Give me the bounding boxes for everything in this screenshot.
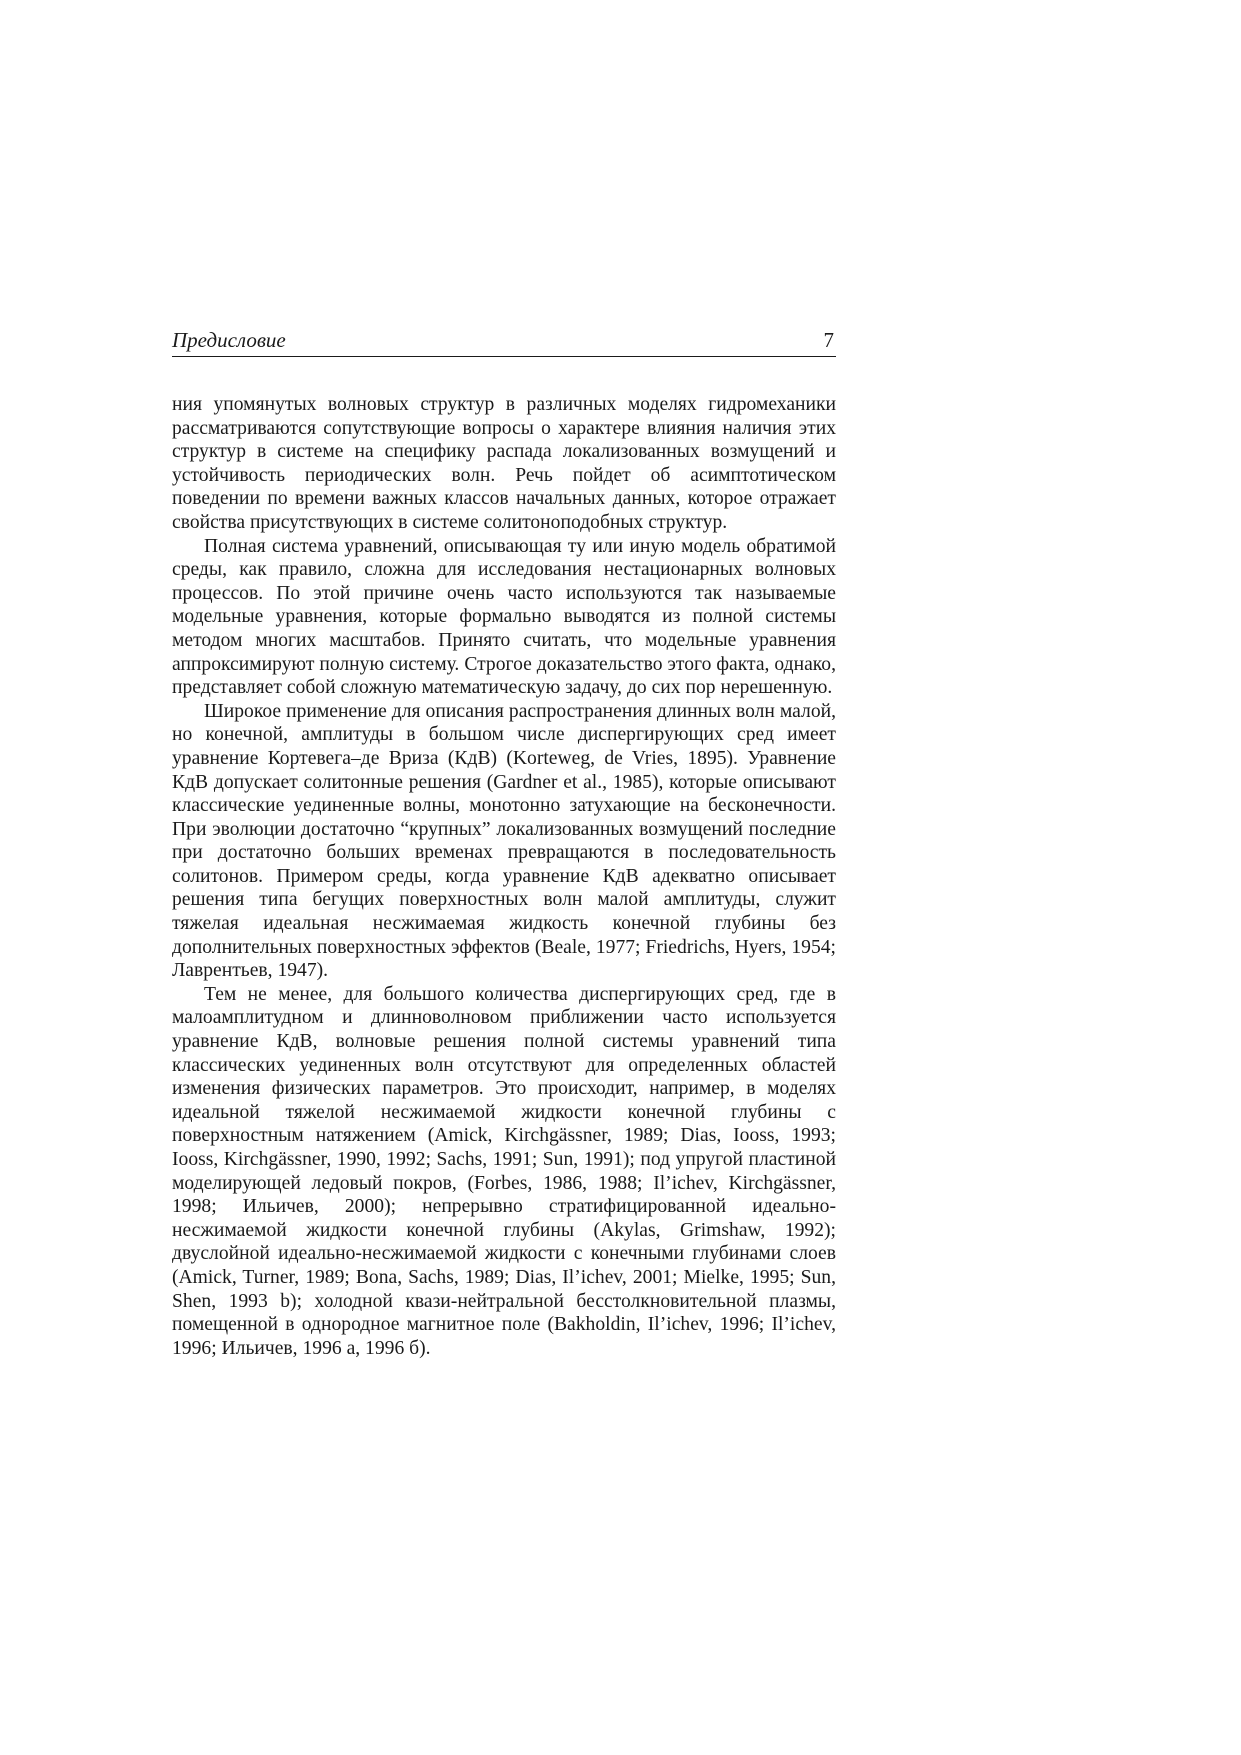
paragraph: Широкое применение для описания распространения длинных волн малой, но конечной, амплитуды в большом числе диспергирующих сред имеет уравнение Кортевега–де Вриза (КдВ) (Korteweg, de Vries, 1895). Уравнение КдВ допускает солитонные решения (Gardner et al., 1985), которые описывают классические уединенные волны, монотонно затухающие на бесконечности. При эволюции достаточно “крупных” локализованных возмущений последние при достаточно больших временах превращаются в последовательность солитонов. Примером среды, когда уравнение КдВ адекватно описывает решения типа бегущих поверхностных волн малой амплитуды, служит тяжелая идеальная несжимаемая жидкость конечной глубины без дополнительных поверхностных эффектов (Beale, 1977; Friedrichs, Hyers, 1954; Лаврентьев, 1947). xyxy=(172,700,836,982)
paragraph: Тем не менее, для большого количества диспергирующих сред, где в малоамплитудном и длинноволновом приближении часто используется уравнение КдВ, волновые решения полной системы уравнений типа классических уединенных волн отсутствуют для определенных областей изменения физических параметров. Это происходит, например, в моделях идеальной тяжелой несжимаемой жидкости конечной глубины с поверхностным натяжением (Amick, Kirchgässner, 1989; Dias, Iooss, 1993; Iooss, Kirchgässner, 1990, 1992; Sachs, 1991; Sun, 1991); под упругой пластиной моделирующей ледовый покров, (Forbes, 1986, 1988; Il’ichev, Kirchgässner, 1998; Ильичев, 2000); непрерывно стратифицированной идеально-несжимаемой жидкости конечной глубины (Akylas, Grimshaw, 1992); двуслойной идеально-несжимаемой жидкости с конечными глубинами слоев (Amick, Turner, 1989; Bona, Sachs, 1989; Dias, Il’ichev, 2001; Mielke, 1995; Sun, Shen, 1993 b); холодной квази-нейтральной бесстолкновительной плазмы, помещенной в однородное магнитное поле (Bakholdin, Il’ichev, 1996; Il’ichev, 1996; Ильичев, 1996 а, 1996 б). xyxy=(172,983,836,1359)
running-head-title: Предисловие xyxy=(172,328,286,352)
running-head xyxy=(172,326,836,357)
paragraph-continued: ния упомянутых волновых структур в различных моделях гидромеханики рассматриваются сопутствующие вопросы о характере влияния наличия этих структур в системе на специфику распада локализованных возмущений и устойчивость периодических волн. Речь пойдет об асимптотическом поведении по времени важных классов начальных данных, которое отражает свойства присутствующих в системе солитоноподобных структур. xyxy=(172,394,836,533)
page-content xyxy=(172,326,836,1360)
page-number: 7 xyxy=(823,328,834,352)
body-text xyxy=(172,393,836,1360)
paragraph: Полная система уравнений, описывающая ту или иную модель обратимой среды, как правило, сложна для исследования нестационарных волновых процессов. По этой причине очень часто используются так называемые модельные уравнения, которые формально выводятся из полной системы методом многих масштабов. Принято считать, что модельные уравнения аппроксимируют полную систему. Строгое доказательство этого факта, однако, представляет собой сложную математическую задачу, до сих пор нерешенную. xyxy=(172,535,836,699)
